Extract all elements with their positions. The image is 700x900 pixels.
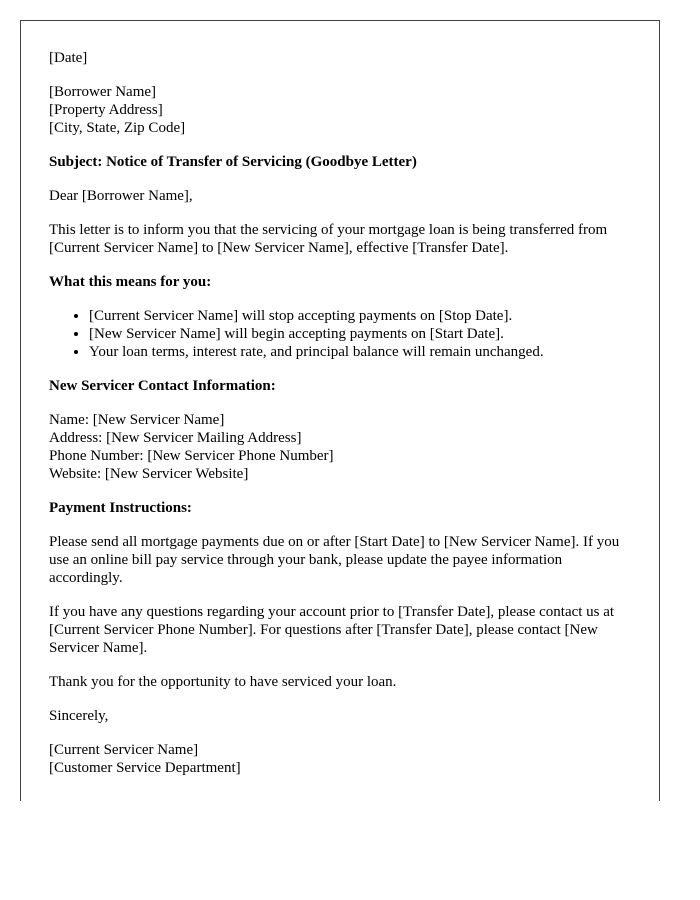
recipient-property-address: [Property Address] [49,102,163,118]
recipient-city-state-zip: [City, State, Zip Code] [49,120,186,136]
payment-paragraph: Please send all mortgage payments due on or after [Start Date] to [New Servicer Name]. If you use an online bill pay service through your bank, please update the payee information accordingly. [49,534,620,586]
list-item: • [New Servicer Name] will begin accepting payments on [Start Date]. [89,325,631,343]
recipient-name: [Borrower Name] [49,84,157,100]
payment-heading: Payment Instructions: [49,500,192,516]
signature-block [49,741,631,777]
list-item: • Your loan terms, interest rate, and principal balance will remain unchanged. [89,343,631,361]
contact-heading: New Servicer Contact Information: [49,378,276,394]
contact-info [49,411,631,483]
means-heading: What this means for you: [49,274,212,290]
closing: Sincerely, [49,708,109,724]
subject-line: Subject: Notice of Transfer of Servicing (Goodbye Letter) [49,154,417,170]
signature-department: [Customer Service Department] [49,760,241,776]
signature-servicer: [Current Servicer Name] [49,742,199,758]
contact-address: Address: [New Servicer Mailing Address] [49,430,302,446]
questions-paragraph: If you have any questions regarding your account prior to [Transfer Date], please contact us at [Current Servicer Phone Number]. For questions after [Transfer Date], please contact [New Servicer Name]. [49,604,615,656]
intro-paragraph: This letter is to inform you that the servicing of your mortgage loan is being transferred from [Current Servicer Name] to [New Servicer Name], effective [Transfer Date]. [49,222,608,256]
letter-page [20,20,660,801]
list-item: • [Current Servicer Name] will stop accepting payments on [Stop Date]. [89,307,631,325]
recipient-address [49,83,631,137]
means-list [49,307,631,361]
letter-date: [Date] [49,50,88,66]
thanks-paragraph: Thank you for the opportunity to have serviced your loan. [49,674,397,690]
contact-name: Name: [New Servicer Name] [49,412,225,428]
contact-phone: Phone Number: [New Servicer Phone Number] [49,448,334,464]
contact-website: Website: [New Servicer Website] [49,466,249,482]
salutation: Dear [Borrower Name], [49,188,193,204]
